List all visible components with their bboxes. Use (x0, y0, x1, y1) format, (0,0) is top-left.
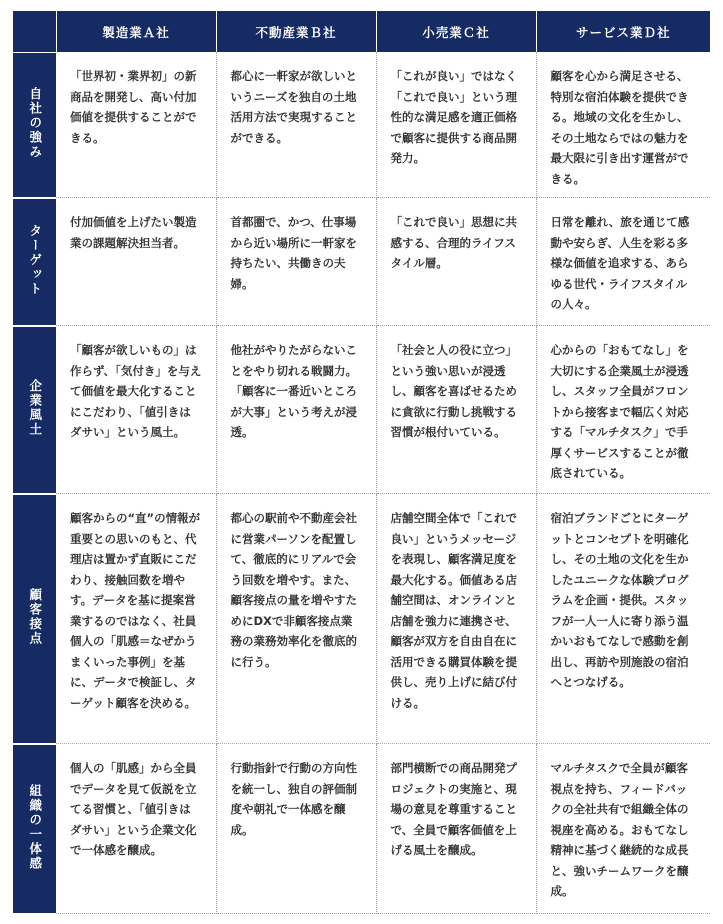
header-row (13, 11, 710, 52)
row-label-text: 顧客接点 (27, 588, 43, 646)
row-customer-touchpoints (13, 494, 710, 744)
cell-strengths-d: 顧客を心から満足させる、特別な宿泊体験を提供できる。地域の文化を生かし、その土地ならではの魅力を最大限に引き出す運営ができる。 (536, 52, 710, 198)
corner-cell (13, 11, 56, 52)
cell-culture-a: 「顧客が欲しいもの」は作らず、「気付き」を与えて価値を最大化することにこだわり、「値引きはダサい」という風土。 (56, 326, 216, 494)
row-label-text: 自社の強み (27, 86, 43, 160)
company-header-c: 小売業Ｃ社 (376, 11, 536, 52)
cell-strengths-c: 「これが良い」ではなく「これで良い」という理性的な満足感を適正価格で顧客に提供する商品開発力。 (376, 52, 536, 198)
company-comparison-table (13, 11, 710, 915)
row-label-text: ターゲット (27, 223, 43, 297)
cell-target-a: 付加価値を上げたい製造業の課題解決担当者。 (56, 198, 216, 326)
cell-target-c: 「これで良い」思想に共感する、合理的ライフスタイル層。 (376, 198, 536, 326)
row-label-strengths (13, 52, 56, 198)
cell-culture-c: 「社会と人の役に立つ」という強い思いが浸透し、顧客を喜ばせるために貪欲に行動し挑戦する習慣が根付いている。 (376, 326, 536, 494)
cell-strengths-a: 「世界初・業界初」の新商品を開発し、高い付加価値を提供することができる。 (56, 52, 216, 198)
cell-unity-a: 個人の「肌感」から全員でデータを見て仮説を立てる習慣と、「値引きはダサい」という企業文化で一体感を醸成。 (56, 744, 216, 914)
cell-unity-d: マルチタスクで全員が顧客視点を持ち、フィードバックの全社共有で組織全体の視座を高める。おもてなし精神に基づく継続的な成長と、強いチームワークを醸成。 (536, 744, 710, 914)
cell-touchpoints-c: 店舗空間全体で「これで良い」というメッセージを表現し、顧客満足度を最大化する。価値ある店舗空間は、オンラインと店舗を強力に連携させ、顧客が双方を自由自在に活用できる購買体験を提供し、売り上げに結び付ける。 (376, 494, 536, 744)
cell-unity-c: 部門横断での商品開発プロジェクトの実施と、現場の意見を尊重することで、全員で顧客価値を上げる風土を醸成。 (376, 744, 536, 914)
row-label-target (13, 198, 56, 326)
row-target (13, 198, 710, 326)
comparison-table-container (13, 11, 710, 911)
company-header-a: 製造業Ａ社 (56, 11, 216, 52)
cell-unity-b: 行動指針で行動の方向性を統一し、独自の評価制度や朝礼で一体感を醸成。 (216, 744, 376, 914)
row-organizational-unity (13, 744, 710, 914)
row-label-customer-touchpoints (13, 494, 56, 744)
cell-culture-d: 心からの「おもてなし」を大切にする企業風土が浸透し、スタッフ全員がフロントから接客まで幅広く対応する「マルチタスク」で手厚くサービスすることが徹底されている。 (536, 326, 710, 494)
row-culture (13, 326, 710, 494)
cell-touchpoints-b: 都心の駅前や不動産会社に営業パーソンを配置して、徹底的にリアルで会う回数を増やす。また、顧客接点の量を増やすためにDXで非顧客接点業務の業務効率化を徹底的に行う。 (216, 494, 376, 744)
row-label-text: 組織の一体感 (27, 783, 43, 871)
row-label-organizational-unity (13, 744, 56, 914)
row-label-text: 企業風土 (27, 379, 43, 437)
cell-culture-b: 他社がやりたがらないことをやり切れる戦闘力。「顧客に一番近いところが大事」という考えが浸透。 (216, 326, 376, 494)
cell-target-d: 日常を離れ、旅を通じて感動や安らぎ、人生を彩る多様な価値を追求する、あらゆる世代・ライフスタイルの人々。 (536, 198, 710, 326)
company-header-b: 不動産業Ｂ社 (216, 11, 376, 52)
row-label-culture (13, 326, 56, 494)
cell-target-b: 首都圏で、かつ、仕事場から近い場所に一軒家を持ちたい、共働きの夫婦。 (216, 198, 376, 326)
cell-strengths-b: 都心に一軒家が欲しいというニーズを独自の土地活用方法で実現することができる。 (216, 52, 376, 198)
cell-touchpoints-a: 顧客からの“直”の情報が重要との思いのもと、代理店は置かず直販にこだわり、接触回数を増やす。データを基に提案営業するのではなく、社員個人の「肌感＝なぜかうまくいった事例」を基に、データで検証し、ターゲット顧客を決める。 (56, 494, 216, 744)
row-strengths (13, 52, 710, 198)
company-header-d: サービス業Ｄ社 (536, 11, 710, 52)
cell-touchpoints-d: 宿泊ブランドごとにターゲットとコンセプトを明確化し、その土地の文化を生かしたユニークな体験プログラムを企画・提供。スタッフが一人一人に寄り添う温かいおもてなしで感動を創出し、再訪や別施設の宿泊へとつなげる。 (536, 494, 710, 744)
